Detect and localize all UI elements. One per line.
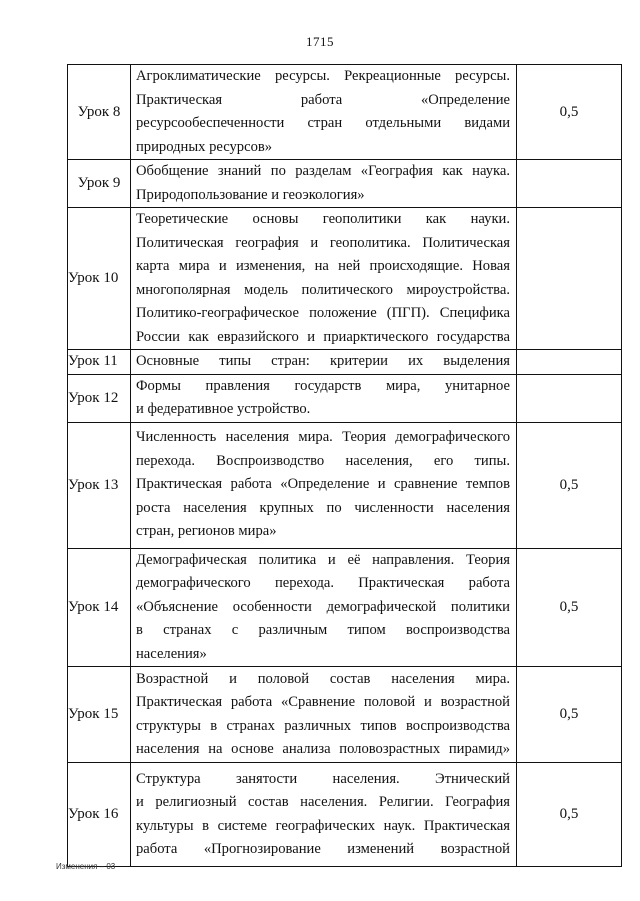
topic-line: ресурсообеспеченности стран отдельными видами [136, 115, 510, 131]
topic-line: Агроклиматические ресурсы. Рекреационные ресурсы. [136, 68, 510, 84]
lesson-number-cell: Урок 8 [68, 65, 131, 160]
topic-line: Основные типы стран: критерии их выделения [136, 353, 510, 369]
topic-line: карта мира и изменения, на ней происходящие. Новая [136, 258, 510, 274]
table-row [68, 667, 622, 763]
lesson-topic-cell [131, 422, 517, 548]
lesson-topic-cell [131, 160, 517, 208]
score-cell [517, 208, 622, 350]
topic-line: структуры в странах различных типов воспроизводства [136, 717, 510, 734]
lesson-number-cell: Урок 15 [68, 667, 131, 763]
table-row [68, 208, 622, 350]
lessons-table [67, 64, 622, 867]
lesson-number-cell: Урок 13 [68, 422, 131, 548]
table-row [68, 374, 622, 422]
topic-line: Структура занятости населения. Этнический [136, 770, 510, 787]
table-row [68, 350, 622, 375]
topic-line: природных ресурсов» [136, 138, 273, 155]
lesson-topic-cell [131, 208, 517, 350]
topic-line: культуры в системе географических наук. Практическая [136, 817, 510, 834]
topic-line: Возрастной и половой состав населения мира. [136, 670, 510, 687]
topic-line: Демографическая политика и её направления. Теория [136, 551, 510, 568]
lesson-topic-cell [131, 374, 517, 422]
topic-line: населения на основе анализа половозрастных пирамид» [136, 741, 510, 757]
topic-line: работа «Прогнозирование изменений возрастной [136, 841, 510, 857]
page-number: 1715 [306, 34, 334, 49]
lesson-topic-cell [131, 548, 517, 667]
lesson-topic-cell [131, 350, 517, 375]
table-row [68, 422, 622, 548]
topic-line: Политическая география и геополитика. Политическая [136, 234, 510, 251]
lessons-table-body [68, 65, 622, 867]
topic-line: перехода. Воспроизводство населения, его типы. [136, 452, 510, 469]
score-cell: 0,5 [517, 763, 622, 867]
footer-revision-note: Изменения – 03 [56, 862, 116, 871]
topic-line: Обобщение знаний по разделам «География как наука. [136, 163, 510, 179]
score-cell [517, 350, 622, 375]
topic-line: Практическая работа «Определение [136, 91, 510, 108]
topic-line: стран, регионов мира» [136, 523, 277, 540]
table-row [68, 160, 622, 208]
score-cell: 0,5 [517, 667, 622, 763]
lesson-topic-cell [131, 763, 517, 867]
topic-line: России как евразийского и приарктического государства [136, 328, 510, 345]
topic-line: многополярная модель политического мироустройства. [136, 281, 510, 298]
topic-line: Практическая работа «Сравнение половой и возрастной [136, 694, 510, 710]
topic-line: Теоретические основы геополитики как науки. [136, 211, 510, 227]
table-row [68, 65, 622, 160]
score-cell [517, 160, 622, 208]
topic-line: роста населения крупных по численности населения [136, 499, 510, 516]
topic-line: Практическая работа «Определение и сравнение темпов [136, 476, 510, 493]
topic-line: Формы правления государств мира, унитарное [136, 377, 510, 394]
score-cell: 0,5 [517, 65, 622, 160]
lesson-number-cell: Урок 10 [68, 208, 131, 350]
lesson-number-cell: Урок 16 [68, 763, 131, 867]
lesson-number-cell: Урок 12 [68, 374, 131, 422]
score-cell: 0,5 [517, 548, 622, 667]
topic-line: Численность населения мира. Теория демографического [136, 429, 510, 446]
topic-line: демографического перехода. Практическая работа [136, 575, 510, 591]
table-row [68, 548, 622, 667]
topic-line: и федеративное устройство. [136, 401, 311, 417]
lesson-number-cell: Урок 11 [68, 350, 131, 375]
lesson-number-cell: Урок 14 [68, 548, 131, 667]
table-row [68, 763, 622, 867]
lesson-topic-cell [131, 65, 517, 160]
topic-line: «Объяснение особенности демографической политики [136, 598, 510, 615]
score-cell: 0,5 [517, 422, 622, 548]
topic-line: в странах с различным типом воспроизводства [136, 622, 510, 638]
topic-line: населения» [136, 645, 207, 662]
lesson-topic-cell [131, 667, 517, 763]
topic-line: Политико-географическое положение (ПГП). Специфика [136, 305, 510, 321]
topic-line: и религиозный состав населения. Религии. География [136, 794, 510, 810]
lesson-number-cell: Урок 9 [68, 160, 131, 208]
score-cell [517, 374, 622, 422]
topic-line: Природопользование и геоэкология» [136, 186, 365, 203]
